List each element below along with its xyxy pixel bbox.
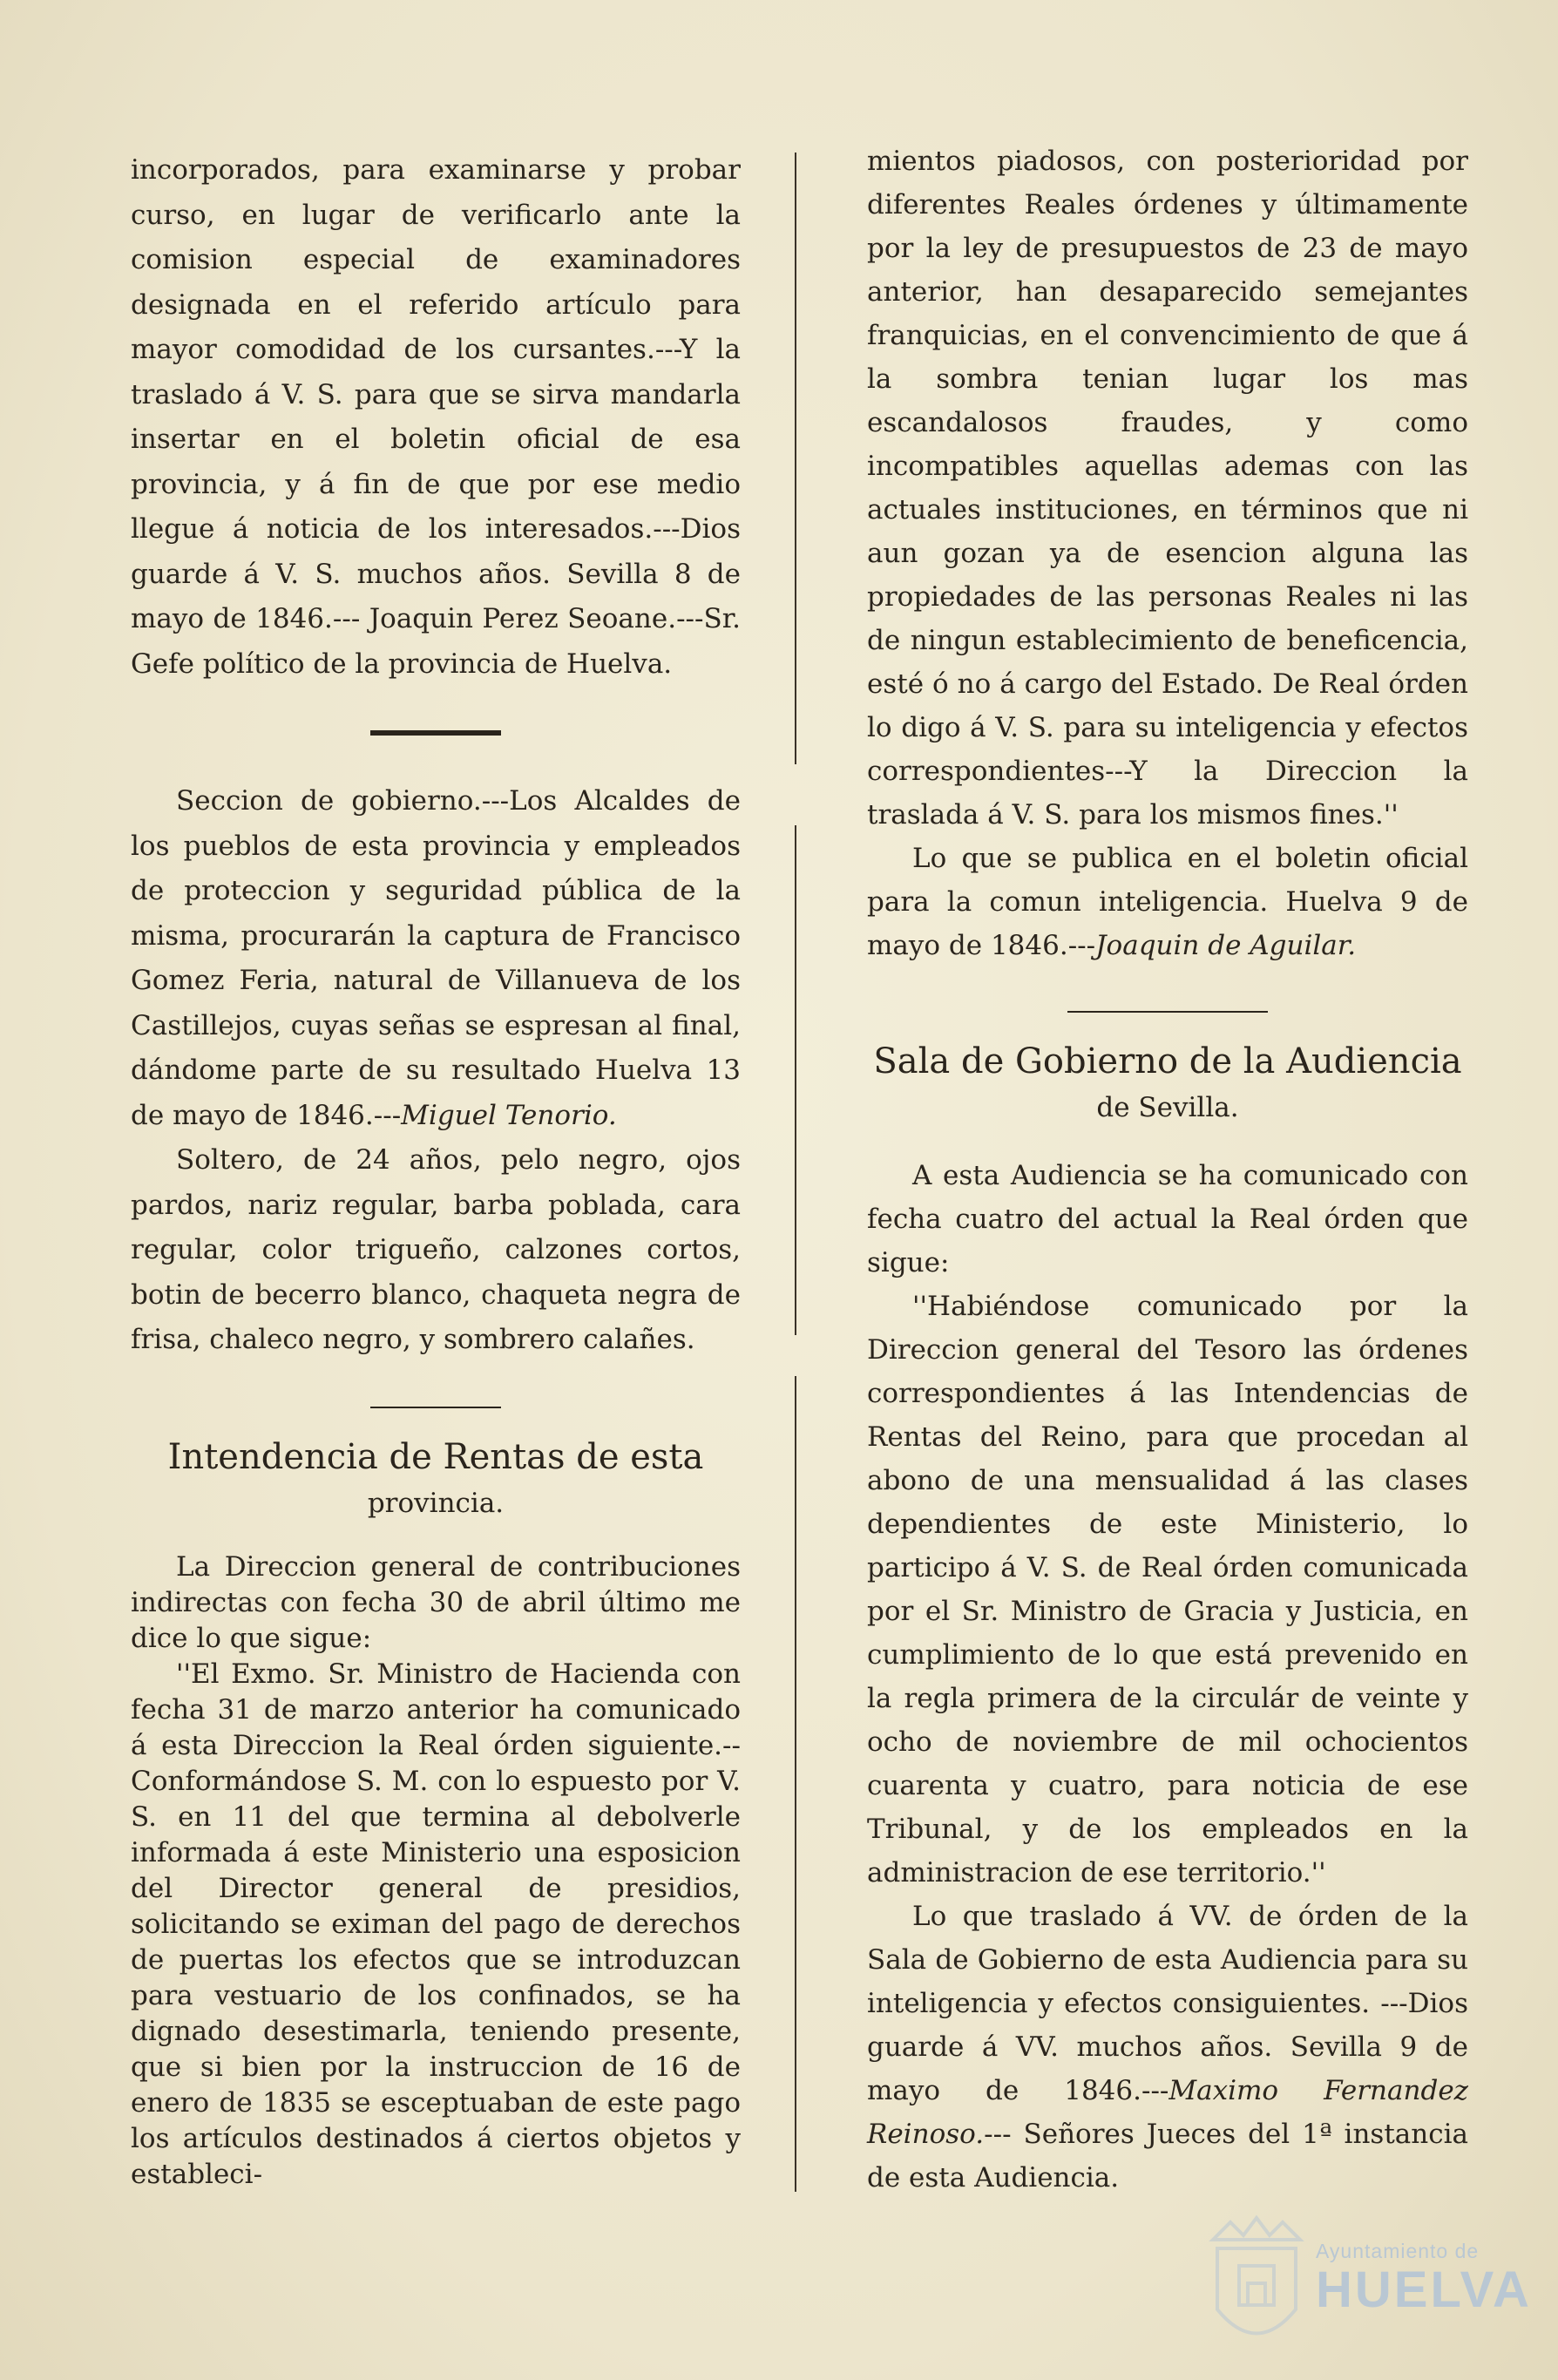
- paragraph: ''Habiéndose comunicado por la Direccion general del Tesoro las órdenes correspondientes á las Intendencias de Rentas del Reino, para que procedan al abono de una mensualidad á las clases dependientes de este Ministerio, lo participo á V. S. de Real órden comunicada por el Sr. Ministro de Gracia y Justicia, en cumplimiento de lo que está prevenido en la regla primera de la circulár de veinte y ocho de noviembre de mil ochocientos cuarenta y cuatro, para noticia de ese Tribunal, y de los empleados en la administracion de ese territorio.'': [867, 1291, 1468, 1888]
- paragraph: Lo que se publica en el boletin oficial para la comun inteligencia. Huelva 9 de mayo de 1846.---Joaquin de Aguilar.: [867, 843, 1468, 961]
- signature: Maximo Fernandez Reinoso.: [867, 2075, 1468, 2150]
- section-subheading: provincia.: [367, 1487, 505, 1519]
- watermark-small-text: Ayuntamiento de: [1316, 2240, 1480, 2262]
- watermark-big-text: HUELVA: [1316, 2261, 1532, 2318]
- paragraph: Soltero, de 24 años, pelo negro, ojos pardos, nariz regular, barba poblada, cara regular, color trigueño, calzones cortos, botin de becerro blanco, chaqueta negra de frisa, chaleco negro, y sombrero calañes.: [131, 1144, 741, 1355]
- paragraph: ''El Exmo. Sr. Ministro de Hacienda con fecha 31 de marzo anterior ha comunicado á esta Direccion la Real órden siguiente.--Conformándose S. M. con lo espuesto por V. S. en 11 del que termina al debolverle informada á este Ministerio una esposicion del Director general de presidios, solicitando se eximan del pago de derechos de puertas los efectos que se introduzcan para vestuario de los confinados, se ha dignado desestimarla, teniendo presente, que si bien por la instruccion de 16 de enero de 1835 se esceptuaban de este pago los artículos destinados á ciertos objetos y estableci-: [131, 1658, 741, 2190]
- paragraph: La Direccion general de contribuciones indirectas con fecha 30 de abril último me dice lo que sigue:: [131, 1550, 741, 1654]
- signature: Miguel Tenorio.: [401, 1099, 617, 1131]
- paragraph: A esta Audiencia se ha comunicado con fecha cuatro del actual la Real órden que sigue:: [867, 1160, 1468, 1278]
- paragraph: incorporados, para examinarse y probar curso, en lugar de verificarlo ante la comision especial de examinadores designada en el referido artículo para mayor comodidad de los cursantes.---Y la traslado á V. S. para que se sirva mandarla insertar en el boletin oficial de esa provincia, y á fin de que por ese medio llegue á noticia de los interesados.---Dios guarde á V. S. muchos años. Sevilla 8 de mayo de 1846.--- Joaquin Perez Seoane.---Sr. Gefe político de la provincia de Huelva.: [131, 154, 741, 680]
- paragraph: mientos piadosos, con posterioridad por diferentes Reales órdenes y últimamente por la ley de presupuestos de 23 de mayo anterior, han desaparecido semejantes franquicias, en el convencimiento de que á la sombra tenian lugar los mas escandalosos fraudes, y como incompatibles aquellas ademas con las actuales instituciones, en términos que ni aun gozan ya de esencion alguna las propiedades de las personas Reales ni las de ningun establecimiento de beneficencia, esté ó no á cargo del Estado. De Real órden lo digo á V. S. para su inteligencia y efectos correspondientes---Y la Direccion la traslada á V. S. para los mismos fines.'': [867, 146, 1468, 831]
- paragraph: Seccion de gobierno.---Los Alcaldes de los pueblos de esta provincia y empleados de proteccion y seguridad pública de la misma, procurarán la captura de Francisco Gomez Feria, natural de Villanueva de los Castillejos, cuyas señas se espresan al final, dándome parte de su resultado Huelva 13 de mayo de 1846.---Miguel Tenorio.: [131, 785, 741, 1131]
- column-divider: [795, 153, 796, 2192]
- section-subheading: de Sevilla.: [1096, 1092, 1239, 1123]
- section-heading: Sala de Gobierno de la Audiencia: [873, 1041, 1462, 1082]
- section-heading: Intendencia de Rentas de esta: [167, 1436, 704, 1477]
- watermark: [1316, 2240, 1532, 2317]
- signature: Joaquin de Aguilar.: [1095, 930, 1357, 961]
- paragraph: Lo que traslado á VV. de órden de la Sala de Gobierno de esta Audiencia para su inteligencia y efectos consiguientes. ---Dios guarde á VV. muchos años. Sevilla 9 de mayo de 1846.---Maximo Fernandez Reinoso.--- Señores Jueces del 1ª instancia de esta Audiencia.: [867, 1901, 1468, 2194]
- left-column: [131, 148, 741, 2193]
- right-column: [867, 139, 1468, 2200]
